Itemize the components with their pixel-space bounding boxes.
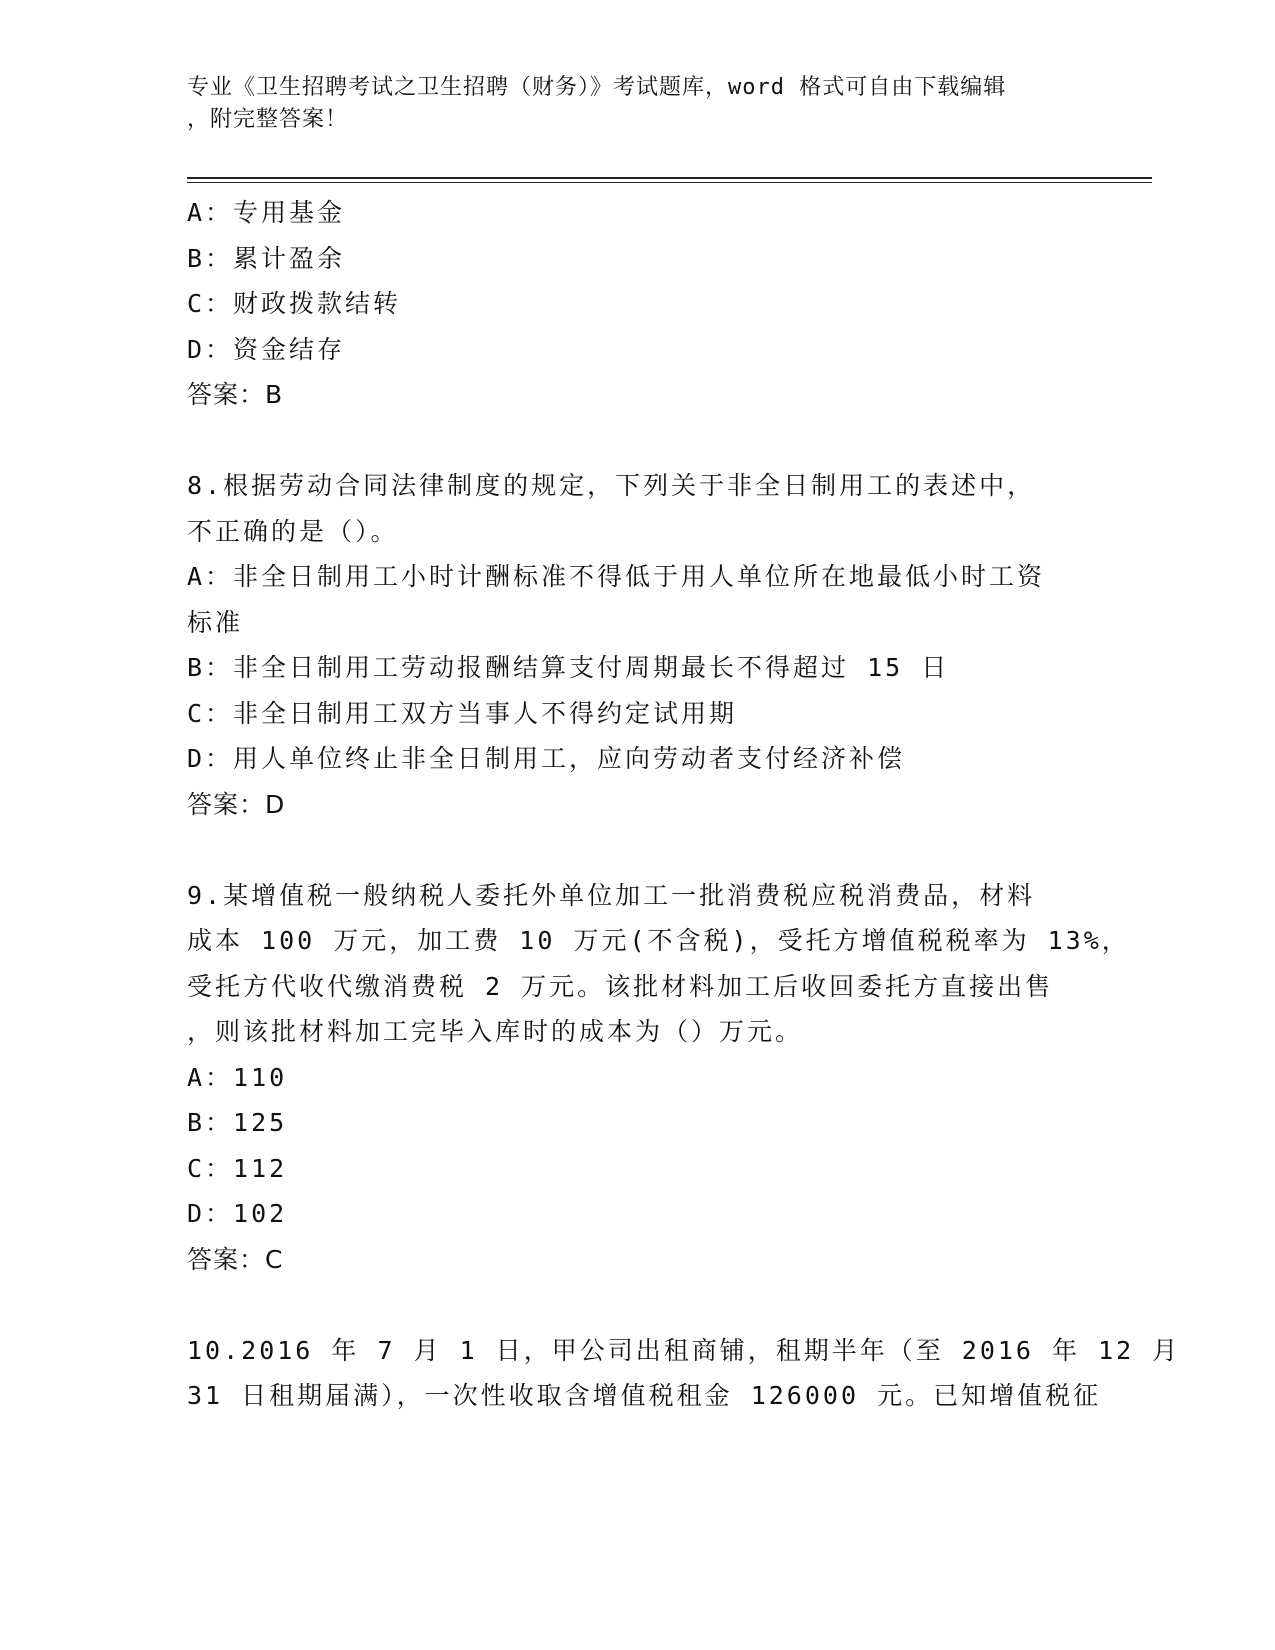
question-9 <box>187 873 1130 1283</box>
question-stem-line: ，则该批材料加工完毕入库时的成本为（）万元。 <box>187 1017 804 1046</box>
question-stem-line: 8.根据劳动合同法律制度的规定，下列关于非全日制用工的表述中， <box>187 471 1036 500</box>
answer: 答案：C <box>187 1244 284 1274</box>
question-content <box>187 190 1181 1419</box>
question-7 <box>187 190 1087 418</box>
header-line-2: ，附完整答案！ <box>187 107 349 132</box>
header-divider-thin <box>187 182 1152 183</box>
option-a: A：非全日制用工小时计酬标准不得低于用人单位所在地最低小时工资 <box>187 562 1046 591</box>
question-8 <box>187 463 1087 827</box>
option-d: D：用人单位终止非全日制用工，应向劳动者支付经济补偿 <box>187 744 906 773</box>
question-stem-line: 成本 100 万元，加工费 10 万元(不含税)，受托方增值税税率为 13%， <box>187 926 1130 955</box>
header-line-1: 专业《卫生招聘考试之卫生招聘（财务）》考试题库，word 格式可自由下载编辑 <box>187 75 1007 100</box>
answer: 答案：B <box>187 380 284 409</box>
answer: 答案：D <box>187 789 286 819</box>
document-header <box>187 72 1067 136</box>
question-stem-line: 不正确的是（）。 <box>187 516 399 546</box>
option-b: B：125 <box>187 1108 288 1137</box>
question-10 <box>187 1328 1181 1419</box>
option-b: B：累计盈余 <box>187 243 346 273</box>
option-a-continued: 标准 <box>187 607 244 637</box>
question-stem-line: 10.2016 年 7 月 1 日，甲公司出租商铺，租期半年（至 2016 年 12 月 <box>187 1335 1181 1365</box>
option-a: A：专用基金 <box>187 198 346 227</box>
option-b: B：非全日制用工劳动报酬结算支付周期最长不得超过 15 日 <box>187 653 950 682</box>
question-stem-line: 9.某增值税一般纳税人委托外单位加工一批消费税应税消费品，材料 <box>187 880 1036 910</box>
spacer <box>187 1282 1087 1328</box>
option-c: C：财政拨款结转 <box>187 289 402 318</box>
spacer <box>187 827 1087 873</box>
question-stem-line: 31 日租期届满），一次性收取含增值税租金 126000 元。已知增值税征 <box>187 1381 1102 1410</box>
question-stem-line: 受托方代收代缴消费税 2 万元。该批材料加工后收回委托方直接出售 <box>187 971 1054 1001</box>
option-a: A：110 <box>187 1062 288 1092</box>
header-divider-thick <box>187 177 1152 179</box>
option-d: D：102 <box>187 1199 288 1228</box>
option-d: D：资金结存 <box>187 334 346 364</box>
spacer <box>187 418 1087 464</box>
option-c: C：非全日制用工双方当事人不得约定试用期 <box>187 698 738 728</box>
option-c: C：112 <box>187 1153 288 1183</box>
